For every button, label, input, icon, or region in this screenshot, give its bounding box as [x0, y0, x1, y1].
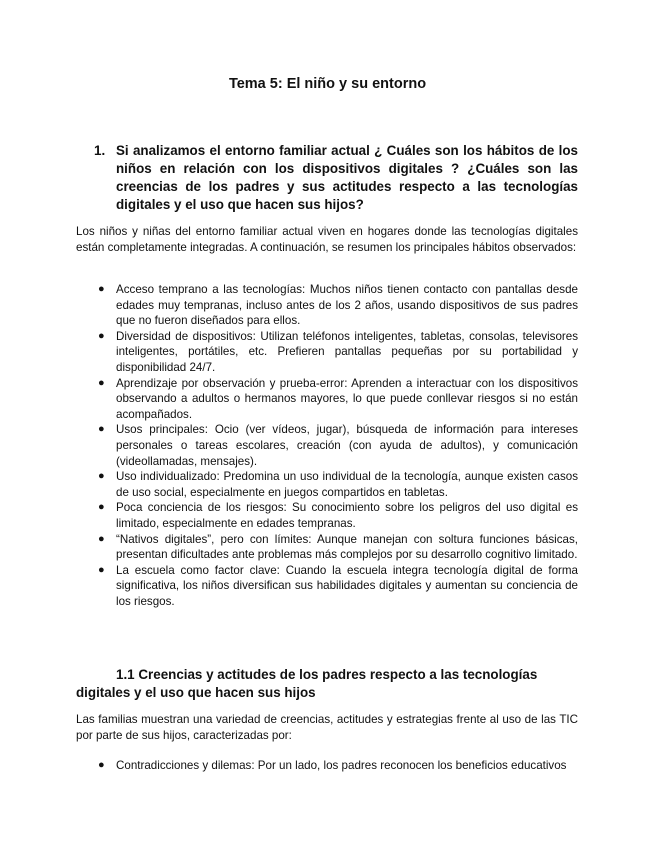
page-title: Tema 5: El niño y su entorno: [228, 76, 427, 92]
bullet-icon: ●: [98, 283, 105, 295]
list-item-text: Acceso temprano a las tecnologías: Muchos niños tienen contacto con pantallas desde edades muy tempranas, incluso antes de los 2 años, usando dispositivos de sus padres que no fueron diseñados para ellos.: [116, 283, 578, 328]
list-item-text: “Nativos digitales”, pero con límites: Aunque manejan con soltura funciones básicas, presentan dificultades ante problemas más complejos por su desarrollo cognitivo limitado.: [116, 532, 578, 562]
section-paragraph: Las familias muestran una variedad de creencias, actitudes y estrategias frente al uso de las TIC por parte de sus hijos, caracterizadas por:: [76, 713, 578, 742]
bullet-icon: ●: [98, 423, 105, 436]
list-item: [76, 469, 578, 500]
bullet-icon: ●: [98, 563, 105, 576]
intro-paragraph: Los niños y niñas del entorno familiar actual viven en hogares donde las tecnologías digitales están completamente integradas. A continuación, se resumen los principales hábitos observados:: [76, 225, 578, 254]
list-item-text: Poca conciencia de los riesgos: Su conocimiento sobre los peligros del uso digital es limitado, especialmente en edades tempranas.: [116, 501, 578, 530]
list-item-text: Uso individualizado: Predomina un uso individual de la tecnología, aunque existen casos de uso social, especialmente en juegos compartidos en tabletas.: [116, 470, 578, 499]
list-item-text: Aprendizaje por observación y prueba-error: Aprenden a interactuar con los dispositivos observando a adultos o hermanos mayores, lo que puede conllevar riesgos si no están acompañados.: [116, 376, 578, 421]
question-1: [96, 142, 578, 214]
list-item: [76, 758, 578, 774]
list-item: [76, 563, 578, 610]
bullet-icon: ●: [98, 329, 105, 342]
section-number: 1.1: [116, 667, 135, 682]
section-title: Creencias y actitudes de los padres respecto a las tecnologías digitales y el uso que hacen sus hijos: [76, 667, 538, 700]
list-item-text: Diversidad de dispositivos: Utilizan teléfonos inteligentes, tabletas, consolas, televisores inteligentes, portátiles, etc. Prefieren pantallas pequeñas por su portabilidad y disponibilidad 24/7.: [116, 329, 578, 374]
list-item-text: La escuela como factor clave: Cuando la escuela integra tecnología digital de forma significativa, los niños diversifican sus habilidades digitales y aumentan su conciencia de los riesgos.: [116, 563, 578, 608]
bullet-icon: ●: [98, 532, 105, 545]
question-1-text: Si analizamos el entorno familiar actual ¿ Cuáles son los hábitos de los niños en relación con los dispositivos digitales ? ¿Cuáles son las creencias de los padres y sus actitudes respecto a las tecnologías digitales y el uso que hacen sus hijos?: [116, 143, 578, 212]
habits-list: [76, 282, 578, 609]
bullet-icon: ●: [98, 501, 105, 514]
list-item: [76, 376, 578, 423]
question-1-number: 1.: [94, 143, 106, 158]
bullet-icon: ●: [98, 759, 105, 771]
list-item-text: Contradicciones y dilemas: Por un lado, los padres reconocen los beneficios educativos: [116, 759, 567, 772]
list-item: [76, 282, 578, 329]
list-item: [76, 532, 578, 563]
bullet-icon: ●: [98, 376, 105, 389]
list-item: [76, 329, 578, 376]
section-heading-1-1: [76, 666, 578, 702]
list-item: [76, 422, 578, 469]
bullet-icon: ●: [98, 470, 105, 483]
list-item: [76, 500, 578, 531]
list-item-text: Usos principales: Ocio (ver vídeos, jugar), búsqueda de información para intereses personales o tareas escolares, creación (con ayuda de adultos), y comunicación (videollamadas, mensajes).: [116, 423, 578, 468]
beliefs-list: [76, 758, 578, 774]
